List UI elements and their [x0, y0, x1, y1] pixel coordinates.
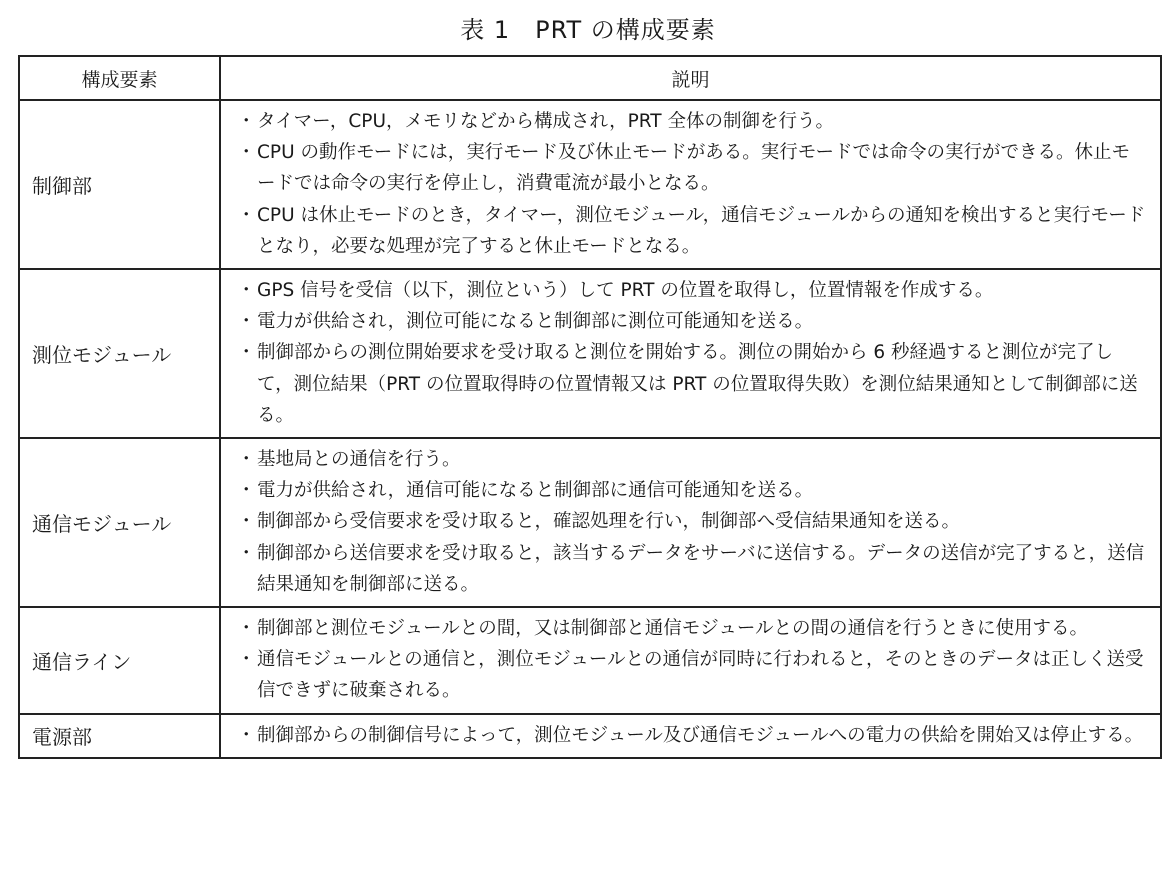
description-item	[235, 106, 1146, 137]
description-item	[235, 337, 1146, 431]
component-table	[18, 55, 1162, 759]
item-text: 制御部からの測位開始要求を受け取ると測位を開始する。測位の開始から 6 秒経過すると測位が完了して，測位結果（PRT の位置取得時の位置情報又は PRT の位置取得失敗）を測位結果通知として制御部に送る。	[257, 342, 1138, 426]
item-text: 通信モジュールとの通信と，測位モジュールとの通信が同時に行われると，そのときのデータは正しく送受信できずに破棄される。	[257, 649, 1144, 702]
component-description	[220, 438, 1161, 607]
bullet-mark: ・	[237, 511, 256, 533]
item-text: 制御部から送信要求を受け取ると，該当するデータをサーバに送信する。データの送信が完了すると，送信結果通知を制御部に送る。	[257, 542, 1145, 595]
component-description	[220, 100, 1161, 269]
item-text: 制御部から受信要求を受け取ると，確認処理を行い，制御部へ受信結果通知を送る。	[257, 511, 961, 533]
bullet-mark: ・	[237, 618, 256, 640]
item-text: タイマー，CPU，メモリなどから構成され，PRT 全体の制御を行う。	[257, 111, 834, 132]
bullet-mark: ・	[237, 204, 256, 226]
bullet-mark: ・	[237, 280, 256, 302]
component-name: 通信ライン	[19, 607, 220, 714]
bullet-mark: ・	[237, 142, 256, 164]
bullet-mark: ・	[237, 649, 256, 671]
component-name: 電源部	[19, 714, 220, 758]
bullet-mark: ・	[237, 542, 256, 564]
item-text: 制御部と測位モジュールとの間，又は制御部と通信モジュールとの間の通信を行うときに使用する。	[257, 618, 1089, 640]
description-item	[235, 200, 1146, 262]
item-text: 基地局との通信を行う。	[257, 449, 461, 471]
item-text: CPU は休止モードのとき，タイマー，測位モジュール，通信モジュールからの通知を検出すると実行モードとなり，必要な処理が完了すると休止モードとなる。	[257, 204, 1146, 257]
item-text: CPU の動作モードには，実行モード及び休止モードがある。実行モードでは命令の実行ができる。休止モードでは命令の実行を停止し，消費電流が最小となる。	[257, 142, 1131, 195]
table-row	[19, 714, 1161, 758]
item-text: 電力が供給され，通信可能になると制御部に通信可能通知を送る。	[257, 480, 814, 502]
description-item	[235, 644, 1146, 706]
table-row	[19, 438, 1161, 607]
bullet-mark: ・	[237, 724, 256, 746]
description-item	[235, 444, 1146, 475]
bullet-mark: ・	[237, 480, 256, 502]
component-name: 制御部	[19, 100, 220, 269]
table-row	[19, 607, 1161, 714]
description-item	[235, 275, 1146, 306]
component-description	[220, 714, 1161, 758]
description-item	[235, 506, 1146, 537]
bullet-mark: ・	[237, 311, 256, 333]
header-description: 説明	[220, 56, 1161, 100]
bullet-mark: ・	[237, 111, 256, 132]
header-component: 構成要素	[19, 56, 220, 100]
description-item	[235, 475, 1146, 506]
table-header-row	[19, 56, 1161, 100]
component-description	[220, 269, 1161, 438]
component-description	[220, 607, 1161, 714]
item-text: 制御部からの制御信号によって，測位モジュール及び通信モジュールへの電力の供給を開始又は停止する。	[257, 724, 1144, 746]
description-item	[235, 720, 1146, 751]
description-item	[235, 306, 1146, 337]
item-text: GPS 信号を受信（以下，測位という）して PRT の位置を取得し，位置情報を作成する。	[257, 280, 994, 302]
description-item	[235, 137, 1146, 199]
component-name: 測位モジュール	[19, 269, 220, 438]
item-text: 電力が供給され，測位可能になると制御部に測位可能通知を送る。	[257, 311, 814, 333]
bullet-mark: ・	[237, 449, 256, 471]
description-item	[235, 613, 1146, 644]
component-name: 通信モジュール	[19, 438, 220, 607]
table-row	[19, 100, 1161, 269]
bullet-mark: ・	[237, 342, 256, 364]
description-item	[235, 538, 1146, 600]
table-row	[19, 269, 1161, 438]
table-caption: 表 1 PRT の構成要素	[460, 16, 716, 44]
